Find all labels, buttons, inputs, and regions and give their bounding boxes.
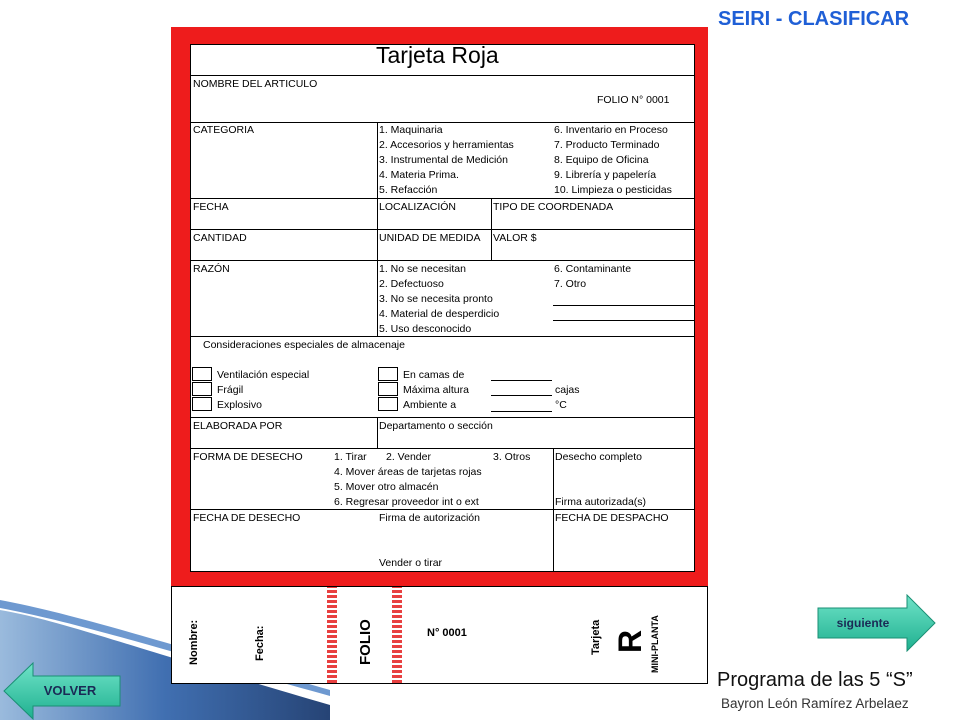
stub-name-label: Nombre: bbox=[188, 619, 200, 665]
storage-checkbox[interactable] bbox=[192, 382, 212, 396]
reason-item: 3. No se necesita pronto bbox=[379, 293, 493, 305]
back-button-label: VOLVER bbox=[43, 683, 97, 698]
stub-card-label: Tarjeta bbox=[590, 619, 602, 655]
divider bbox=[491, 198, 492, 260]
storage-option: Frágil bbox=[217, 384, 244, 396]
storage-option: Máxima altura bbox=[403, 384, 469, 396]
stub-folio-number: N° 0001 bbox=[427, 627, 467, 639]
divider bbox=[553, 448, 554, 572]
category-item: 3. Instrumental de Medición bbox=[379, 154, 508, 166]
divider bbox=[191, 336, 694, 337]
storage-checkbox[interactable] bbox=[378, 397, 398, 411]
divider bbox=[191, 229, 694, 230]
storage-option: En camas de bbox=[403, 369, 465, 381]
reason-item: 7. Otro bbox=[554, 278, 587, 290]
blank-line bbox=[491, 380, 552, 381]
category-item: 7. Producto Terminado bbox=[554, 139, 660, 151]
next-button[interactable] bbox=[817, 594, 937, 652]
category-item: 4. Materia Prima. bbox=[379, 169, 459, 181]
dispatch-date-label: FECHA DE DESPACHO bbox=[555, 512, 669, 524]
stub-date-label: Fecha: bbox=[254, 625, 266, 661]
reason-item: 1. No se necesitan bbox=[379, 263, 466, 275]
blank-line bbox=[491, 411, 552, 412]
stub-card-letter: R bbox=[612, 629, 648, 653]
sell-or-throw: Vender o tirar bbox=[379, 557, 443, 569]
disposal-option: 5. Mover otro almacén bbox=[334, 481, 439, 493]
storage-unit: cajas bbox=[555, 384, 580, 396]
category-item: 10. Limpieza o pesticidas bbox=[554, 184, 672, 196]
category-item: 5. Refacción bbox=[379, 184, 438, 196]
category-item: 6. Inventario en Proceso bbox=[554, 124, 668, 136]
slide-title: SEIRI - CLASIFICAR bbox=[718, 8, 910, 30]
prepared-by-label: ELABORADA POR bbox=[193, 420, 283, 432]
storage-checkbox[interactable] bbox=[378, 367, 398, 381]
divider bbox=[377, 417, 378, 448]
perforation bbox=[392, 587, 402, 683]
reason-item: 6. Contaminante bbox=[554, 263, 632, 275]
department-label: Departamento o sección bbox=[379, 420, 493, 432]
disposal-option: 6. Regresar proveedor int o ext bbox=[334, 496, 479, 508]
storage-checkbox[interactable] bbox=[378, 382, 398, 396]
divider bbox=[191, 417, 694, 418]
divider bbox=[191, 122, 694, 123]
red-tag-form bbox=[190, 44, 695, 572]
reason-item: 2. Defectuoso bbox=[379, 278, 444, 290]
category-item: 1. Maquinaria bbox=[379, 124, 443, 136]
category-item: 2. Accesorios y herramientas bbox=[379, 139, 514, 151]
blank-line bbox=[553, 320, 694, 321]
category-item: 9. Librería y papelería bbox=[554, 169, 657, 181]
storage-option: Ventilación especial bbox=[217, 369, 310, 381]
card-title: Tarjeta Roja bbox=[376, 42, 499, 68]
disposal-option: 1. Tirar bbox=[334, 451, 367, 463]
perforation bbox=[327, 587, 337, 683]
storage-option: Ambiente a bbox=[403, 399, 457, 411]
disposal-date-label: FECHA DE DESECHO bbox=[193, 512, 301, 524]
tag-stub bbox=[171, 586, 708, 684]
unit-label: UNIDAD DE MEDIDA bbox=[379, 232, 481, 244]
blank-line bbox=[491, 395, 552, 396]
storage-unit: °C bbox=[555, 399, 567, 411]
disposal-option: 3. Otros bbox=[493, 451, 531, 463]
storage-label: Consideraciones especiales de almacenaje bbox=[203, 339, 405, 351]
author-name: Bayron León Ramírez Arbelaez bbox=[721, 696, 909, 711]
back-button[interactable] bbox=[3, 662, 121, 720]
folio-number: FOLIO N° 0001 bbox=[597, 94, 670, 106]
coordinate-type-label: TIPO DE COORDENADA bbox=[493, 201, 614, 213]
disposal-form-label: FORMA DE DESECHO bbox=[193, 451, 303, 463]
authorization-signature: Firma de autorización bbox=[379, 512, 480, 524]
category-label: CATEGORIA bbox=[193, 124, 255, 136]
program-title: Programa de las 5 “S” bbox=[717, 669, 913, 691]
storage-option: Explosivo bbox=[217, 399, 262, 411]
divider bbox=[191, 448, 694, 449]
location-label: LOCALIZACIÓN bbox=[379, 201, 457, 213]
reason-label: RAZÓN bbox=[193, 263, 230, 275]
category-item: 8. Equipo de Oficina bbox=[554, 154, 649, 166]
disposal-complete: Desecho completo bbox=[555, 451, 642, 463]
divider bbox=[191, 260, 694, 261]
divider bbox=[191, 198, 694, 199]
divider bbox=[191, 509, 694, 510]
quantity-label: CANTIDAD bbox=[193, 232, 247, 244]
reason-item: 5. Uso desconocido bbox=[379, 323, 472, 335]
stub-plant-label: MINI-PLANTA bbox=[650, 615, 660, 673]
next-button-label: siguiente bbox=[836, 616, 890, 630]
stub-folio-label: FOLIO bbox=[357, 619, 374, 665]
blank-line bbox=[553, 305, 694, 306]
article-label: NOMBRE DEL ARTICULO bbox=[193, 78, 318, 90]
date-label: FECHA bbox=[193, 201, 229, 213]
authorized-signature: Firma autorizada(s) bbox=[555, 496, 647, 508]
disposal-option: 4. Mover áreas de tarjetas rojas bbox=[334, 466, 482, 478]
storage-checkbox[interactable] bbox=[192, 397, 212, 411]
value-label: VALOR $ bbox=[493, 232, 537, 244]
divider bbox=[191, 75, 694, 76]
divider bbox=[377, 122, 378, 336]
storage-checkbox[interactable] bbox=[192, 367, 212, 381]
disposal-option: 2. Vender bbox=[386, 451, 431, 463]
reason-item: 4. Material de desperdicio bbox=[379, 308, 500, 320]
